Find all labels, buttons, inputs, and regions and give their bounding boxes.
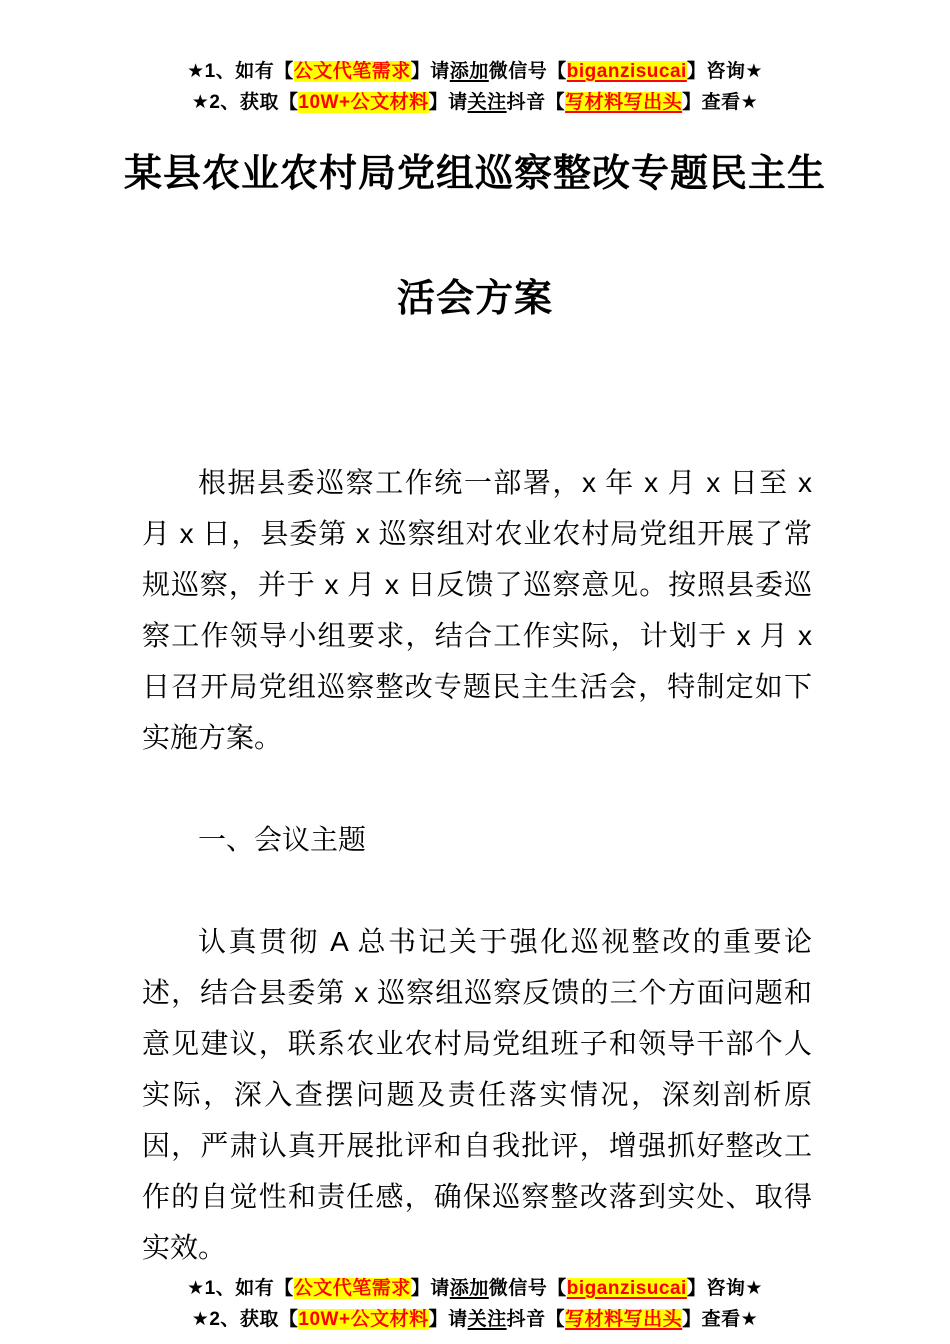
promo-highlight-underline-text: 写材料写出头 [565, 92, 683, 113]
body-paragraph: 认真贯彻 A 总书记关于强化巡视整改的重要论述，结合县委第 x 巡察组巡察反馈的三个方面问题和意见建议，联系农业农村局党组班子和领导干部个人实际，深入查摆问题及责任落实情况，深刻剖析原因，严肃认真开展批评和自我批评，增强抓好整改工作的自觉性和责任感，确保巡察整改落到实处、取得实效。 [142, 926, 812, 1263]
promo-banner-bottom [0, 1273, 950, 1335]
promo-text: 微信号【 [488, 61, 567, 82]
promo-underline-text: 添加 [449, 1278, 489, 1299]
promo-text: ★1、如有【 [187, 61, 294, 82]
promo-highlight-text: 10W+公文材料 [298, 1309, 429, 1330]
promo-underline-text: 添加 [449, 61, 489, 82]
promo-text: ★2、获取【 [191, 92, 299, 113]
document-title-line-2: 活会方案 [396, 278, 553, 320]
promo-highlight-underline-text: biganzisucai [566, 61, 687, 82]
promo-text: 】查看★ [682, 92, 759, 113]
body-paragraph: 根据县委巡察工作统一部署，x 年 x 月 x 日至 x 月 x 日，县委第 x 巡察组对农业农村局党组开展了常规巡察，并于 x 月 x 日反馈了巡察意见。按照县委巡察工作领导小组要求，结合工作实际，计划于 x 月 x 日召开局党组巡察整改专题民主生活会，特制定如下实施方案。 [142, 467, 812, 753]
promo-line-1 [0, 56, 950, 87]
promo-text: 】请 [410, 1278, 450, 1299]
promo-text: 】咨询★ [686, 1278, 763, 1299]
promo-underline-text: 关注 [467, 1309, 507, 1330]
promo-highlight-text: 公文代笔需求 [293, 1278, 411, 1299]
promo-text: 】查看★ [682, 1309, 759, 1330]
promo-text: 】请 [428, 1309, 468, 1330]
promo-highlight-text: 10W+公文材料 [298, 92, 429, 113]
promo-text: 微信号【 [488, 1278, 567, 1299]
promo-line-1 [0, 1273, 950, 1304]
promo-banner-top [0, 56, 950, 118]
section-heading: 一、会议主题 [198, 824, 367, 855]
promo-text: 抖音【 [506, 92, 566, 113]
promo-text: 】请 [410, 61, 450, 82]
document-title-line-1: 某县农业农村局党组巡察整改专题民主生 [123, 153, 826, 195]
promo-text: 】请 [428, 92, 468, 113]
promo-text: 】咨询★ [686, 61, 763, 82]
document-body [0, 457, 950, 1273]
promo-highlight-underline-text: 写材料写出头 [565, 1309, 683, 1330]
document-title [0, 112, 950, 362]
promo-underline-text: 关注 [467, 92, 507, 113]
promo-highlight-underline-text: biganzisucai [566, 1278, 687, 1299]
promo-highlight-text: 公文代笔需求 [293, 61, 411, 82]
promo-line-2 [0, 1304, 950, 1335]
promo-text: ★1、如有【 [187, 1278, 294, 1299]
promo-text: 抖音【 [506, 1309, 566, 1330]
promo-text: ★2、获取【 [191, 1309, 299, 1330]
